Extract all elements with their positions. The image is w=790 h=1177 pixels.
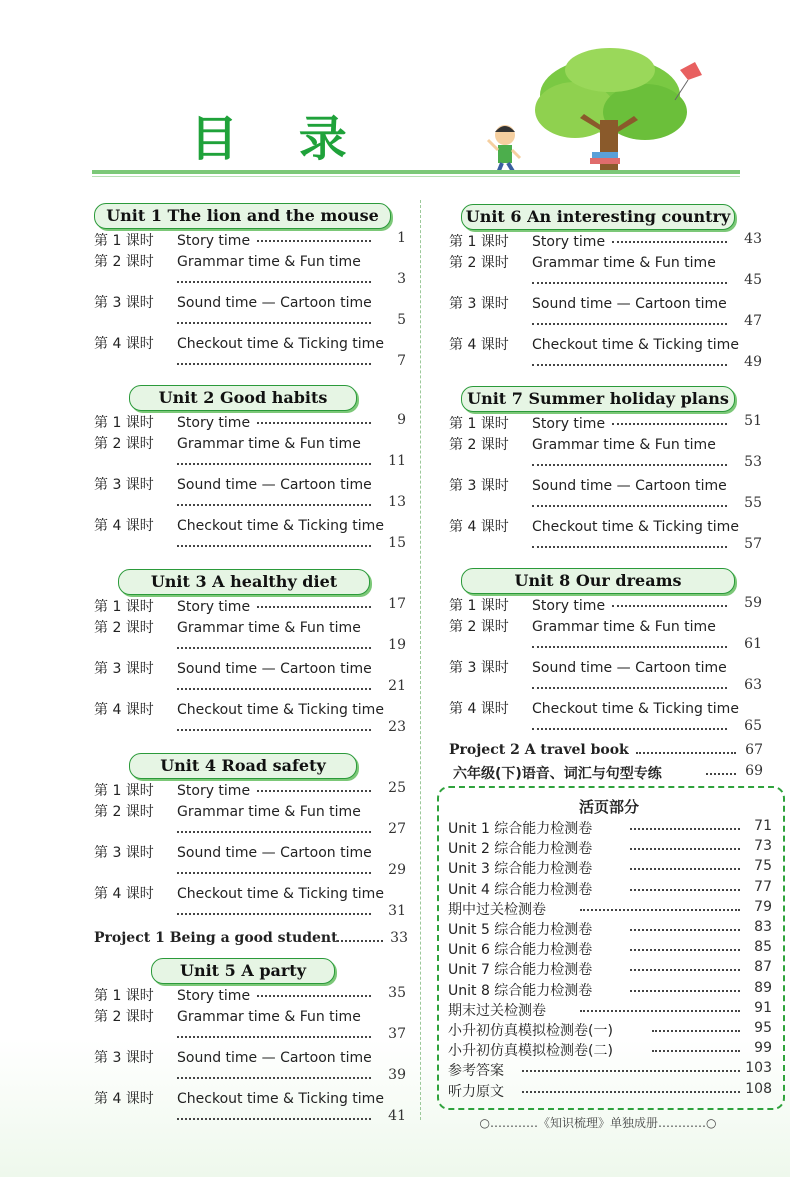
left-unit-5-heading[interactable]: Unit 5 A party: [151, 958, 335, 984]
lesson-number: 第 1 课时: [94, 599, 154, 615]
right-unit-3-lesson-1[interactable]: [449, 595, 605, 615]
page-number: 87: [754, 959, 772, 976]
lesson-number: 第 1 课时: [449, 234, 509, 250]
dot-leader: [177, 533, 371, 547]
dot-leader: [532, 675, 727, 689]
dot-leader: [630, 877, 740, 891]
lesson-title: Checkout time & Ticking time: [177, 336, 384, 352]
page-number: 21: [388, 678, 406, 694]
page-number: 41: [388, 1108, 406, 1124]
page-number: 89: [754, 979, 772, 996]
lesson-title: Grammar time & Fun time: [532, 255, 716, 271]
lesson-title: Sound time — Cartoon time: [532, 296, 727, 312]
dot-leader: [257, 594, 371, 608]
lesson-title: Sound time — Cartoon time: [177, 661, 372, 677]
lesson-number: 第 4 课时: [94, 1091, 154, 1107]
lesson-number: 第 3 课时: [449, 478, 509, 494]
project2-leader: [636, 740, 736, 754]
dot-leader: [177, 310, 371, 324]
page-number: 51: [744, 413, 762, 429]
lesson-number: 第 4 课时: [449, 701, 509, 717]
lesson-title: Sound time — Cartoon time: [532, 660, 727, 676]
right-unit-1-lesson-2[interactable]: [449, 252, 716, 272]
lesson-number: 第 1 课时: [94, 988, 154, 1004]
page-number: 49: [744, 354, 762, 370]
lesson-number: 第 4 课时: [449, 337, 509, 353]
right-unit-2-lesson-3[interactable]: [449, 475, 727, 495]
loose-leaf-item[interactable]: Unit 1 综合能力检测卷: [448, 821, 593, 837]
lesson-title: Checkout time & Ticking time: [177, 886, 384, 902]
lesson-number: 第 2 课时: [94, 620, 154, 636]
right-unit-2-lesson-1[interactable]: [449, 413, 605, 433]
dot-leader: [522, 1058, 740, 1072]
dot-leader: [177, 1065, 371, 1079]
page-number: 13: [388, 494, 406, 510]
left-unit-1-heading[interactable]: Unit 1 The lion and the mouse: [94, 203, 391, 229]
page-number: 29: [388, 862, 406, 878]
project1-page: 33: [390, 930, 408, 946]
right-unit-3-heading[interactable]: Unit 8 Our dreams: [461, 568, 735, 594]
page-number: 37: [388, 1026, 406, 1042]
loose-leaf-item[interactable]: 小升初仿真模拟检测卷(一): [448, 1023, 613, 1039]
special-practice-label[interactable]: 六年级(下)语音、词汇与句型专练: [453, 766, 662, 782]
loose-leaf-item[interactable]: 参考答案: [448, 1063, 504, 1080]
left-unit-4-lesson-2[interactable]: [94, 801, 361, 821]
lesson-number: 第 3 课时: [449, 296, 509, 312]
lesson-title: Checkout time & Ticking time: [177, 1091, 384, 1107]
dot-leader: [257, 410, 371, 424]
lesson-number: 第 4 课时: [94, 702, 154, 718]
left-unit-3-lesson-3[interactable]: [94, 658, 372, 678]
page-number: 17: [388, 596, 406, 612]
lesson-title: Story time: [177, 415, 251, 431]
lesson-title: Story time: [177, 599, 251, 615]
right-unit-3-lesson-2[interactable]: [449, 616, 716, 636]
page-number: 9: [397, 412, 406, 428]
page-number: 79: [754, 898, 772, 915]
dot-leader: [630, 856, 740, 870]
lesson-title: Grammar time & Fun time: [177, 620, 361, 636]
lesson-title: Checkout time & Ticking time: [532, 519, 739, 535]
left-unit-4-lesson-1[interactable]: [94, 780, 250, 800]
lesson-title: Sound time — Cartoon time: [177, 477, 372, 493]
lesson-number: 第 1 课时: [449, 598, 509, 614]
right-unit-2-lesson-2[interactable]: [449, 434, 716, 454]
lesson-number: 第 2 课时: [94, 1009, 154, 1025]
left-unit-3-lesson-2[interactable]: [94, 617, 361, 637]
right-unit-2-heading[interactable]: Unit 7 Summer holiday plans: [461, 386, 735, 412]
loose-leaf-item[interactable]: Unit 3 综合能力检测卷: [448, 861, 593, 878]
loose-leaf-item[interactable]: Unit 7 综合能力检测卷: [448, 962, 593, 979]
page-number: 25: [388, 780, 406, 796]
dot-leader: [177, 1024, 371, 1038]
page-number: 61: [744, 636, 762, 652]
lesson-title: Checkout time & Ticking time: [177, 518, 384, 534]
dot-leader: [522, 1079, 740, 1093]
page-number: 85: [754, 939, 772, 956]
lesson-number: 第 3 课时: [94, 1050, 154, 1066]
left-unit-3-heading[interactable]: Unit 3 A healthy diet: [118, 569, 370, 595]
lesson-title: Story time: [177, 233, 251, 249]
loose-leaf-item[interactable]: Unit 6 综合能力检测卷: [448, 942, 593, 959]
lesson-number: 第 3 课时: [449, 660, 509, 676]
lesson-title: Checkout time & Ticking time: [177, 702, 384, 718]
lesson-number: 第 2 课时: [94, 254, 154, 270]
special-page: 69: [745, 763, 763, 779]
page-number: 65: [744, 718, 762, 734]
lesson-title: Story time: [532, 598, 606, 614]
left-unit-4-heading[interactable]: Unit 4 Road safety: [129, 753, 357, 779]
lesson-title: Checkout time & Ticking time: [532, 701, 739, 717]
dot-leader: [257, 778, 371, 792]
right-unit-1-lesson-4[interactable]: [449, 334, 739, 354]
page-number: 99: [754, 1040, 772, 1057]
page-number: 31: [388, 903, 406, 919]
dot-leader: [177, 492, 371, 506]
left-unit-2-lesson-4[interactable]: [94, 515, 384, 535]
lesson-title: Sound time — Cartoon time: [177, 1050, 372, 1066]
lesson-title: Grammar time & Fun time: [177, 436, 361, 452]
dot-leader: [630, 917, 740, 931]
right-unit-1-heading[interactable]: Unit 6 An interesting country: [461, 204, 735, 230]
page-number: 47: [744, 313, 762, 329]
project2-label[interactable]: Project 2 A travel book: [449, 742, 629, 758]
page-number: 71: [754, 818, 772, 834]
dot-leader: [652, 1038, 740, 1052]
left-unit-1-lesson-3[interactable]: [94, 292, 372, 312]
dot-leader: [257, 228, 371, 242]
dot-leader: [532, 634, 727, 648]
lesson-title: Grammar time & Fun time: [177, 1009, 361, 1025]
lesson-number: 第 2 课时: [449, 619, 509, 635]
lesson-title: Sound time — Cartoon time: [177, 845, 372, 861]
lesson-number: 第 4 课时: [449, 519, 509, 535]
lesson-number: 第 1 课时: [94, 783, 154, 799]
page-number: 7: [397, 353, 406, 369]
tree-illustration: [480, 40, 740, 175]
dot-leader: [177, 860, 371, 874]
loose-leaf-item[interactable]: Unit 2 综合能力检测卷: [448, 841, 593, 858]
dot-leader: [652, 1018, 740, 1032]
page-number: 19: [388, 637, 406, 653]
lesson-title: Checkout time & Ticking time: [532, 337, 739, 353]
dot-leader: [177, 819, 371, 833]
lesson-title: Sound time — Cartoon time: [532, 478, 727, 494]
page-number: 59: [744, 595, 762, 611]
header-rule: [92, 170, 740, 174]
dot-leader: [177, 269, 371, 283]
lesson-number: 第 3 课时: [94, 295, 154, 311]
dot-leader: [532, 452, 727, 466]
lesson-number: 第 1 课时: [94, 233, 154, 249]
dot-leader: [532, 716, 727, 730]
footer-note: ○…………《知识梳理》单独成册…………○: [479, 1116, 717, 1130]
lesson-number: 第 3 课时: [94, 661, 154, 677]
page-number: 73: [754, 838, 772, 855]
loose-leaf-item[interactable]: Unit 4 综合能力检测卷: [448, 881, 593, 898]
page-number: 11: [388, 453, 406, 469]
left-unit-1-lesson-2[interactable]: [94, 251, 361, 271]
right-unit-3-lesson-4[interactable]: [449, 698, 739, 718]
lesson-number: 第 4 课时: [94, 336, 154, 352]
left-unit-2-lesson-1[interactable]: [94, 412, 250, 432]
column-separator: [420, 200, 421, 1120]
lesson-number: 第 3 课时: [94, 477, 154, 493]
special-leader: [706, 761, 736, 775]
dot-leader: [612, 229, 727, 243]
dot-leader: [177, 1106, 371, 1120]
page-number: 83: [754, 919, 772, 935]
lesson-number: 第 1 课时: [94, 415, 154, 431]
page-number: 1: [397, 230, 406, 246]
loose-leaf-item[interactable]: 听力原文: [448, 1083, 504, 1100]
dot-leader: [580, 998, 740, 1012]
lesson-number: 第 1 课时: [449, 416, 509, 432]
page-number: 108: [745, 1080, 772, 1097]
lesson-number: 第 3 课时: [94, 845, 154, 861]
page-number: 63: [744, 677, 762, 693]
lesson-number: 第 4 课时: [94, 886, 154, 902]
header-rule-thin: [92, 176, 740, 177]
dot-leader: [177, 451, 371, 465]
dot-leader: [630, 937, 740, 951]
lesson-number: 第 4 课时: [94, 518, 154, 534]
left-unit-2-lesson-3[interactable]: [94, 474, 372, 494]
left-unit-2-heading[interactable]: Unit 2 Good habits: [129, 385, 357, 411]
dot-leader: [630, 816, 740, 830]
page-number: 3: [397, 271, 406, 287]
right-unit-1-lesson-3[interactable]: [449, 293, 727, 313]
dot-leader: [612, 593, 727, 607]
left-unit-2-lesson-2[interactable]: [94, 433, 361, 453]
dot-leader: [177, 901, 371, 915]
lesson-title: Grammar time & Fun time: [532, 437, 716, 453]
project1-label[interactable]: Project 1 Being a good student: [94, 930, 338, 946]
page-number: 103: [745, 1060, 772, 1077]
page-number: 5: [397, 312, 406, 328]
page-number: 77: [754, 878, 772, 895]
loose-leaf-item[interactable]: 期中过关检测卷: [448, 901, 546, 918]
left-unit-1-lesson-1[interactable]: [94, 230, 250, 250]
page-number: 57: [744, 536, 762, 552]
lesson-title: Grammar time & Fun time: [177, 254, 361, 270]
left-unit-3-lesson-4[interactable]: [94, 699, 384, 719]
dot-leader: [257, 983, 371, 997]
page-number: 23: [388, 719, 406, 735]
dot-leader: [532, 270, 727, 284]
lesson-title: Sound time — Cartoon time: [177, 295, 372, 311]
page-title: 目 录: [190, 111, 369, 167]
left-unit-5-lesson-2[interactable]: [94, 1006, 361, 1026]
lesson-number: 第 2 课时: [94, 436, 154, 452]
page-number: 45: [744, 272, 762, 288]
dot-leader: [630, 836, 740, 850]
dot-leader: [532, 534, 727, 548]
dot-leader: [612, 411, 727, 425]
dot-leader: [532, 493, 727, 507]
left-unit-4-lesson-3[interactable]: [94, 842, 372, 862]
page-number: 43: [744, 231, 762, 247]
left-unit-4-lesson-4[interactable]: [94, 883, 384, 903]
lesson-title: Grammar time & Fun time: [177, 804, 361, 820]
right-unit-2-lesson-4[interactable]: [449, 516, 739, 536]
dot-leader: [177, 351, 371, 365]
page-number: 15: [388, 535, 406, 551]
loose-leaf-item[interactable]: 小升初仿真模拟检测卷(二): [448, 1043, 613, 1060]
loose-leaf-title: 活页部分: [578, 798, 639, 816]
dot-leader: [177, 635, 371, 649]
page-number: 91: [754, 999, 772, 1016]
dot-leader: [177, 676, 371, 690]
lesson-number: 第 2 课时: [449, 437, 509, 453]
left-unit-1-lesson-4[interactable]: [94, 333, 384, 353]
dot-leader: [630, 978, 740, 992]
right-unit-3-lesson-3[interactable]: [449, 657, 727, 677]
dot-leader: [580, 897, 740, 911]
lesson-title: Story time: [532, 416, 606, 432]
page-number: 95: [754, 1020, 772, 1036]
left-unit-5-lesson-3[interactable]: [94, 1047, 372, 1067]
left-unit-3-lesson-1[interactable]: [94, 596, 250, 616]
page-number: 27: [388, 821, 406, 837]
lesson-number: 第 2 课时: [94, 804, 154, 820]
left-unit-5-lesson-1[interactable]: [94, 985, 250, 1005]
page-number: 55: [744, 495, 762, 511]
lesson-title: Story time: [532, 234, 606, 250]
left-unit-5-lesson-4[interactable]: [94, 1088, 384, 1108]
page-number: 53: [744, 454, 762, 470]
lesson-number: 第 2 课时: [449, 255, 509, 271]
page-number: 35: [388, 985, 406, 1001]
project2-page: 67: [745, 742, 763, 758]
lesson-title: Story time: [177, 783, 251, 799]
dot-leader: [177, 717, 371, 731]
loose-leaf-item[interactable]: Unit 5 综合能力检测卷: [448, 922, 593, 938]
loose-leaf-item[interactable]: 期末过关检测卷: [448, 1002, 546, 1019]
lesson-title: Story time: [177, 988, 251, 1004]
lesson-title: Grammar time & Fun time: [532, 619, 716, 635]
loose-leaf-item[interactable]: Unit 8 综合能力检测卷: [448, 982, 593, 999]
dot-leader: [532, 352, 727, 366]
dot-leader: [532, 311, 727, 325]
page-number: 75: [754, 858, 772, 875]
page-number: 39: [388, 1067, 406, 1083]
right-unit-1-lesson-1[interactable]: [449, 231, 605, 251]
project1-leader: [333, 928, 383, 942]
dot-leader: [630, 957, 740, 971]
